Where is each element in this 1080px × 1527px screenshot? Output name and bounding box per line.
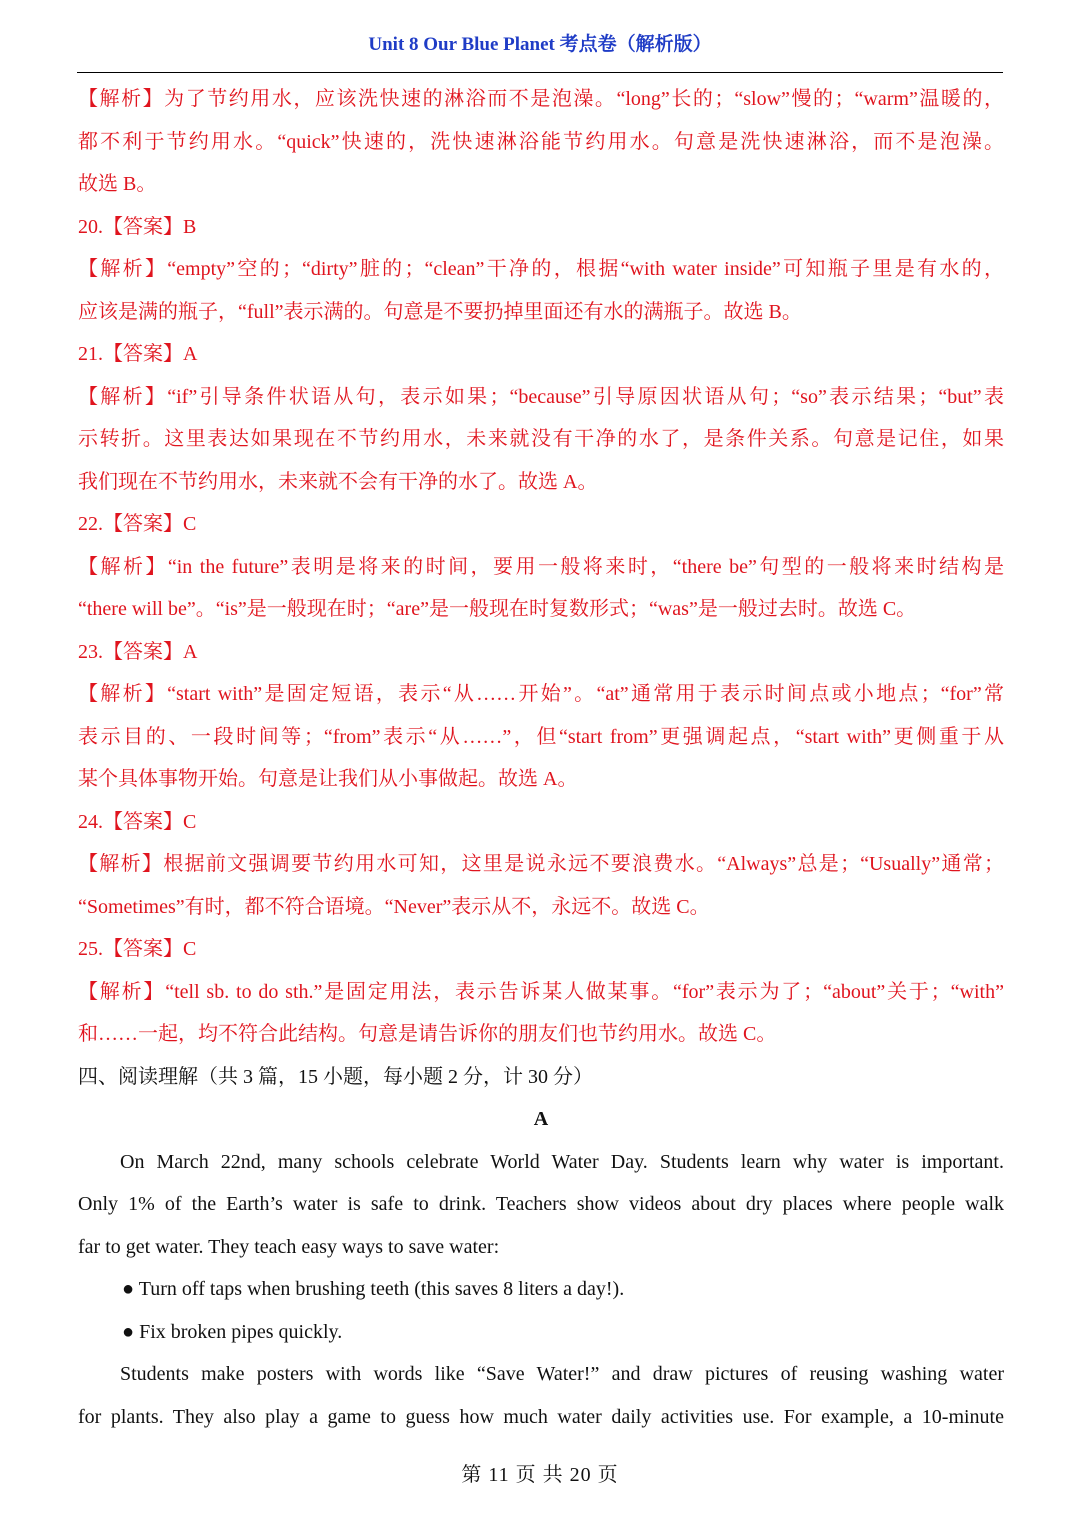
explanation-line: 【解析】为了节约用水，应该洗快速的淋浴而不是泡澡。“long”长的；“slow”慢的；“warm”温暖的，: [78, 88, 1004, 110]
explanation-line: 和……一起，均不符合此结构。句意是请告诉你的朋友们也节约用水。故选 C。: [78, 1023, 777, 1045]
passage-line: On March 22nd, many schools celebrate World Water Day. Students learn why water is important.: [120, 1150, 1004, 1173]
explanation-line: “there will be”。“is”是一般现在时；“are”是一般现在时复数形式；“was”是一般过去时。故选 C。: [78, 598, 917, 620]
explanation-line: 【解析】“empty”空的；“dirty”脏的；“clean”干净的，根据“with water inside”可知瓶子里是有水的，: [78, 258, 1004, 280]
explanation-line: 【解析】“in the future”表明是将来的时间，要用一般将来时，“there be”句型的一般将来时结构是: [78, 555, 1004, 578]
explanation-line: 【解析】“start with”是固定短语，表示“从……开始”。“at”通常用于表示时间点或小地点；“for”常: [78, 683, 1004, 705]
explanation-line: 【解析】“tell sb. to do sth.”是固定用法，表示告诉某人做某事。“for”表示为了；“about”关于；“with”: [78, 980, 1004, 1003]
passage-line: 四、阅读理解（共 3 篇，15 小题，每小题 2 分，计 30 分）: [78, 1065, 593, 1088]
answer-line: 25.【答案】C: [78, 938, 197, 960]
explanation-line: 示转折。这里表达如果现在不节约用水，未来就没有干净的水了，是条件关系。句意是记住，如果: [78, 428, 1004, 450]
bullet-item: ● Turn off taps when brushing teeth (this saves 8 liters a day!).: [122, 1278, 625, 1300]
passage-line: for plants. They also play a game to guess how much water daily activities use. For example, a 10-minute: [78, 1405, 1004, 1428]
passage-line: Students make posters with words like “Save Water!” and draw pictures of reusing washing water: [120, 1363, 1004, 1385]
explanation-line: 我们现在不节约用水，未来就不会有干净的水了。故选 A。: [78, 470, 598, 493]
explanation-line: 应该是满的瓶子，“full”表示满的。句意是不要扔掉里面还有水的满瓶子。故选 B。: [78, 300, 802, 323]
explanation-line: 【解析】“if”引导条件状语从句，表示如果；“because”引导原因状语从句；“so”表示结果；“but”表: [78, 385, 1004, 408]
answer-line: 20.【答案】B: [78, 215, 197, 238]
passage-line: far to get water. They teach easy ways to save water:: [78, 1235, 500, 1258]
answer-line: 21.【答案】A: [78, 343, 198, 365]
page-header: [77, 30, 1003, 73]
document-body: [78, 78, 1004, 1438]
section-heading: A: [533, 1108, 549, 1130]
document-title: Unit 8 Our Blue Planet 考点卷（解析版）: [368, 34, 712, 55]
explanation-line: “Sometimes”有时，都不符合语境。“Never”表示从不，永远不。故选 C。: [78, 895, 710, 918]
answer-line: 24.【答案】C: [78, 810, 197, 833]
page-number: 第 11 页 共 20 页: [461, 1464, 619, 1486]
bullet-item: ● Fix broken pipes quickly.: [122, 1320, 343, 1343]
passage-line: Only 1% of the Earth’s water is safe to drink. Teachers show videos about dry places where people walk: [78, 1193, 1004, 1215]
explanation-line: 某个具体事物开始。句意是让我们从小事做起。故选 A。: [78, 768, 578, 790]
explanation-line: 故选 B。: [78, 173, 157, 195]
answer-line: 23.【答案】A: [78, 640, 198, 663]
explanation-line: 表示目的、一段时间等；“from”表示“从……”，但“start from”更强调起点，“start with”更侧重于从: [78, 725, 1004, 748]
explanation-line: 【解析】根据前文强调要节约用水可知，这里是说永远不要浪费水。“Always”总是；“Usually”通常；: [78, 853, 1004, 875]
explanation-line: 都不利于节约用水。“quick”快速的，洗快速淋浴能节约用水。句意是洗快速淋浴，而不是泡澡。: [78, 130, 1004, 153]
answer-line: 22.【答案】C: [78, 513, 197, 535]
